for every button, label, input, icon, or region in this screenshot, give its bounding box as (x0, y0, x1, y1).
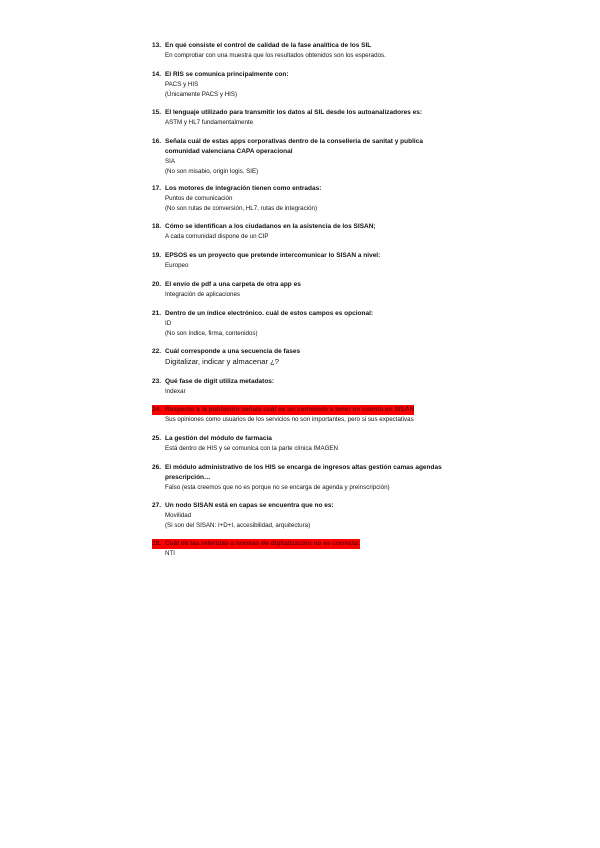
answer-line: ID (165, 320, 172, 327)
answer-line: Está dentro de HIS y se comunica con la parte clínica IMAGEN (165, 445, 338, 452)
question-text: Un nodo SISAN está en capas se encuentra que no es: (165, 502, 334, 509)
question-13 (152, 41, 452, 61)
question-26 (152, 463, 452, 493)
question-number: 17. (152, 185, 162, 192)
question-24 (152, 405, 452, 425)
question-text: Qué fase de digit utiliza metadatos: (165, 378, 275, 385)
question-text: El RIS se comunica principalmente con: (165, 71, 289, 78)
question-16 (152, 137, 452, 176)
question-22 (152, 347, 452, 367)
question-15 (152, 108, 452, 128)
answer-line: Sus opiniones como usuarios de los servicios no son importantes, pero si sus expectativas (165, 416, 414, 423)
answer-line: (No son misabio, origin logis, SIE) (165, 167, 259, 175)
question-text-continuation: comunidad valenciana CAPA operacional (165, 148, 293, 155)
question-text: En qué consiste el control de calidad de la fase analítica de los SIL (165, 42, 372, 49)
answer-line: (Si son del SISAN: I+D+I, accesibilidad, arquitectura) (165, 521, 311, 529)
question-number: 16. (152, 138, 162, 145)
question-text: Cuál corresponde a una secuencia de fases (165, 348, 301, 355)
answer-line: Integración de aplicaciones (165, 291, 240, 298)
answer-line: En comprobar con una muestra que los resultados obtenidos son los esperados. (165, 52, 386, 59)
answer-line: Indexar (165, 388, 186, 395)
question-number: 25. (152, 435, 162, 442)
answer-line: Movilidad (165, 512, 192, 519)
question-text: El envío de pdf a una carpeta de otra app es (165, 281, 301, 288)
answer-line: Puntos de comunicación (165, 195, 233, 202)
question-25 (152, 434, 452, 454)
answer-line: (Únicamente PACS y HIS) (165, 90, 238, 98)
question-number: 14. (152, 71, 162, 78)
answer-line: A cada comunidad dispone de un CIP (165, 233, 269, 240)
question-text: Señala cuál de estas apps corporativas dentro de la consellería de sanitat y publica (165, 138, 423, 145)
question-number: 27. (152, 502, 162, 509)
question-text: Los motores de integración tienen como entradas: (165, 185, 322, 192)
question-number: 13. (152, 42, 162, 49)
question-number: 19. (152, 252, 162, 259)
question-number: 23. (152, 378, 162, 385)
question-text: La gestión del módulo de farmacia (165, 435, 272, 442)
answer-line: SIA (165, 158, 175, 165)
question-text: El módulo administrativo de los HIS se encarga de ingresos altas gestión camas agendas (165, 464, 442, 471)
highlighted-question (152, 405, 414, 415)
question-text: Dentro de un índice electrónico. cuál de estos campos es opcional: (165, 310, 374, 317)
question-17 (152, 184, 452, 213)
question-23 (152, 377, 452, 397)
question-28 (152, 539, 452, 559)
answer-line: Digitalizar, indicar y almacenar ¿? (165, 357, 279, 366)
question-number: 24. (152, 406, 162, 413)
question-number: 15. (152, 109, 162, 116)
question-text: Respecto a la población señala cuál es un contenido a tener en cuenta en SISAN (165, 406, 415, 413)
question-text: Cómo se identifican a los ciudadanos en la asistencia de los SISAN; (165, 223, 376, 230)
question-number: 18. (152, 223, 162, 230)
question-20 (152, 280, 452, 300)
question-number: 26. (152, 464, 162, 471)
highlighted-question (152, 539, 360, 549)
question-14 (152, 70, 452, 99)
answer-line: Falso (esta creemos que no es porque no se encarga de agenda y preinscripción) (165, 484, 390, 491)
question-text: EPSOS es un proyecto que pretende intercomunicar lo SISAN a nivel: (165, 252, 381, 259)
question-text-continuation: prescripción… (165, 474, 211, 481)
question-21 (152, 309, 452, 338)
answer-line: PACS y HIS (165, 81, 199, 88)
question-19 (152, 251, 452, 271)
answer-line: (No son rutas de conversión, HL7, rutas de integración) (165, 204, 318, 212)
answer-line: NTI (165, 550, 175, 557)
question-text: El lenguaje utilizado para transmitir los datos al SIL desde los autoanalizadores es: (165, 109, 423, 116)
question-number: 21. (152, 310, 162, 317)
question-number: 28. (152, 540, 162, 547)
question-number: 20. (152, 281, 162, 288)
question-text: Cuál de las referidas a normas de digitalización no es correcta: (165, 540, 361, 547)
question-number: 22. (152, 348, 162, 355)
answer-line: Europeo (165, 262, 189, 269)
answer-line: (No son índice, firma, contenidos) (165, 329, 258, 337)
answer-line: ASTM y HL7 fundamentalmente (165, 119, 254, 126)
question-27 (152, 501, 452, 530)
question-18 (152, 222, 452, 242)
